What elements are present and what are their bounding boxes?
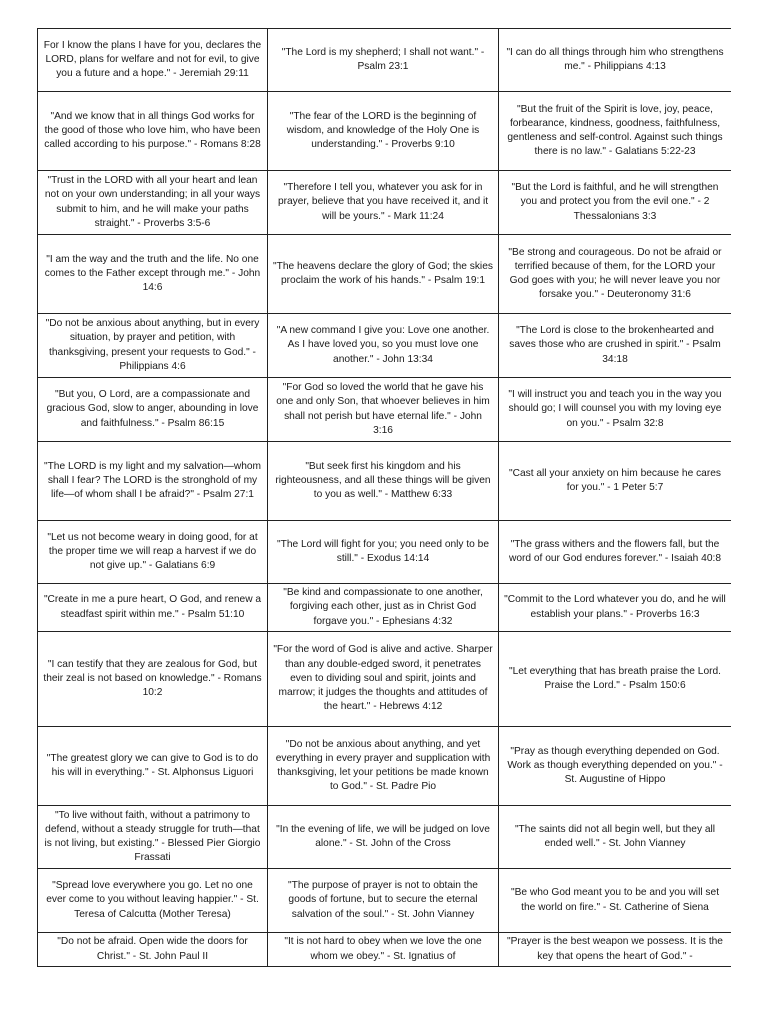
quote-cell: "I can testify that they are zealous for God, but their zeal is not based on knowledge." - Romans 10:2 [38,632,268,727]
quote-cell: "To live without faith, without a patrimony to defend, without a steady struggle for truth—that is not living, but existing." - Blessed Pier Giorgio Frassati [38,806,268,869]
quote-cell: "In the evening of life, we will be judged on love alone." - St. John of the Cross [268,806,499,869]
quote-cell: "I will instruct you and teach you in the way you should go; I will counsel you with my loving eye on you." - Psalm 32:8 [499,378,732,442]
quote-cell: "But you, O Lord, are a compassionate and gracious God, slow to anger, abounding in love and faithfulness." - Psalm 86:15 [38,378,268,442]
quote-cell: "The fear of the LORD is the beginning of wisdom, and knowledge of the Holy One is understanding." - Proverbs 9:10 [268,92,499,171]
table-row [38,869,732,933]
quote-cell: "It is not hard to obey when we love the one whom we obey." - St. Ignatius of [268,933,499,967]
quote-cell: "The Lord is my shepherd; I shall not want." - Psalm 23:1 [268,29,499,92]
quote-cell: "The purpose of prayer is not to obtain the goods of fortune, but to secure the eternal salvation of the soul." - St. John Vianney [268,869,499,933]
quote-table [37,28,731,967]
table-row [38,235,732,314]
quote-sheet [37,28,731,968]
quote-cell: "Be kind and compassionate to one another, forgiving each other, just as in Christ God forgave you." - Ephesians 4:32 [268,584,499,632]
quote-cell: "The LORD is my light and my salvation—whom shall I fear? The LORD is the stronghold of my life—of whom shall I be afraid?" - Psalm 27:1 [38,442,268,521]
table-row [38,521,732,584]
quote-cell: "The grass withers and the flowers fall, but the word of our God endures forever." - Isaiah 40:8 [499,521,732,584]
table-row [38,378,732,442]
quote-cell: "The Lord is close to the brokenhearted and saves those who are crushed in spirit." - Psalm 34:18 [499,314,732,378]
table-row [38,727,732,806]
quote-cell: For I know the plans I have for you, declares the LORD, plans for welfare and not for evil, to give you a future and a hope." - Jeremiah 29:11 [38,29,268,92]
table-row [38,806,732,869]
quote-cell: "Be who God meant you to be and you will set the world on fire." - St. Catherine of Siena [499,869,732,933]
quote-cell: "Cast all your anxiety on him because he cares for you." - 1 Peter 5:7 [499,442,732,521]
quote-cell: "The saints did not all begin well, but they all ended well." - St. John Vianney [499,806,732,869]
quote-cell: "I can do all things through him who strengthens me." - Philippians 4:13 [499,29,732,92]
quote-cell: "Let everything that has breath praise the Lord. Praise the Lord." - Psalm 150:6 [499,632,732,727]
table-row [38,632,732,727]
quote-cell: "Therefore I tell you, whatever you ask for in prayer, believe that you have received it, and it will be yours." - Mark 11:24 [268,171,499,235]
table-row [38,584,732,632]
table-row [38,29,732,92]
quote-cell: "Pray as though everything depended on God. Work as though everything depended on you." - St. Augustine of Hippo [499,727,732,806]
quote-cell: "Commit to the Lord whatever you do, and he will establish your plans." - Proverbs 16:3 [499,584,732,632]
quote-cell: "Spread love everywhere you go. Let no one ever come to you without leaving happier." - St. Teresa of Calcutta (Mother Teresa) [38,869,268,933]
quote-cell: "Create in me a pure heart, O God, and renew a steadfast spirit within me." - Psalm 51:10 [38,584,268,632]
quote-cell: "And we know that in all things God works for the good of those who love him, who have been called according to his purpose." - Romans 8:28 [38,92,268,171]
quote-cell: "But seek first his kingdom and his righteousness, and all these things will be given to you as well." - Matthew 6:33 [268,442,499,521]
quote-cell: "The heavens declare the glory of God; the skies proclaim the work of his hands." - Psalm 19:1 [268,235,499,314]
quote-cell: "But the Lord is faithful, and he will strengthen you and protect you from the evil one." - 2 Thessalonians 3:3 [499,171,732,235]
quote-cell: "Do not be anxious about anything, but in every situation, by prayer and petition, with thanksgiving, present your requests to God." - Philippians 4:6 [38,314,268,378]
quote-cell: "The greatest glory we can give to God is to do his will in everything." - St. Alphonsus Liguori [38,727,268,806]
quote-cell: "For God so loved the world that he gave his one and only Son, that whoever believes in him shall not perish but have eternal life." - John 3:16 [268,378,499,442]
quote-cell: "The Lord will fight for you; you need only to be still." - Exodus 14:14 [268,521,499,584]
quote-cell: "Do not be anxious about anything, and yet everything in every prayer and supplication with thanksgiving, let your petitions be made known to God." - St. Padre Pio [268,727,499,806]
table-row [38,92,732,171]
table-row [38,442,732,521]
quote-cell: "Trust in the LORD with all your heart and lean not on your own understanding; in all your ways submit to him, and he will make your paths straight." - Proverbs 3:5-6 [38,171,268,235]
table-row [38,171,732,235]
table-row [38,933,732,967]
quote-cell: "Prayer is the best weapon we possess. It is the key that opens the heart of God." - [499,933,732,967]
quote-cell: "Let us not become weary in doing good, for at the proper time we will reap a harvest if we do not give up." - Galatians 6:9 [38,521,268,584]
quote-cell: "I am the way and the truth and the life. No one comes to the Father except through me." - John 14:6 [38,235,268,314]
quote-cell: "A new command I give you: Love one another. As I have loved you, so you must love one another." - John 13:34 [268,314,499,378]
quote-cell: "But the fruit of the Spirit is love, joy, peace, forbearance, kindness, goodness, faithfulness, gentleness and self-control. Against such things there is no law." - Galatians 5:22-23 [499,92,732,171]
quote-cell: "For the word of God is alive and active. Sharper than any double-edged sword, it penetrates even to dividing soul and spirit, joints and marrow; it judges the thoughts and attitudes of the heart." - Hebrews 4:12 [268,632,499,727]
quote-cell: "Do not be afraid. Open wide the doors for Christ." - St. John Paul II [38,933,268,967]
quote-cell: "Be strong and courageous. Do not be afraid or terrified because of them, for the LORD your God goes with you; he will never leave you nor forsake you." - Deuteronomy 31:6 [499,235,732,314]
table-row [38,314,732,378]
